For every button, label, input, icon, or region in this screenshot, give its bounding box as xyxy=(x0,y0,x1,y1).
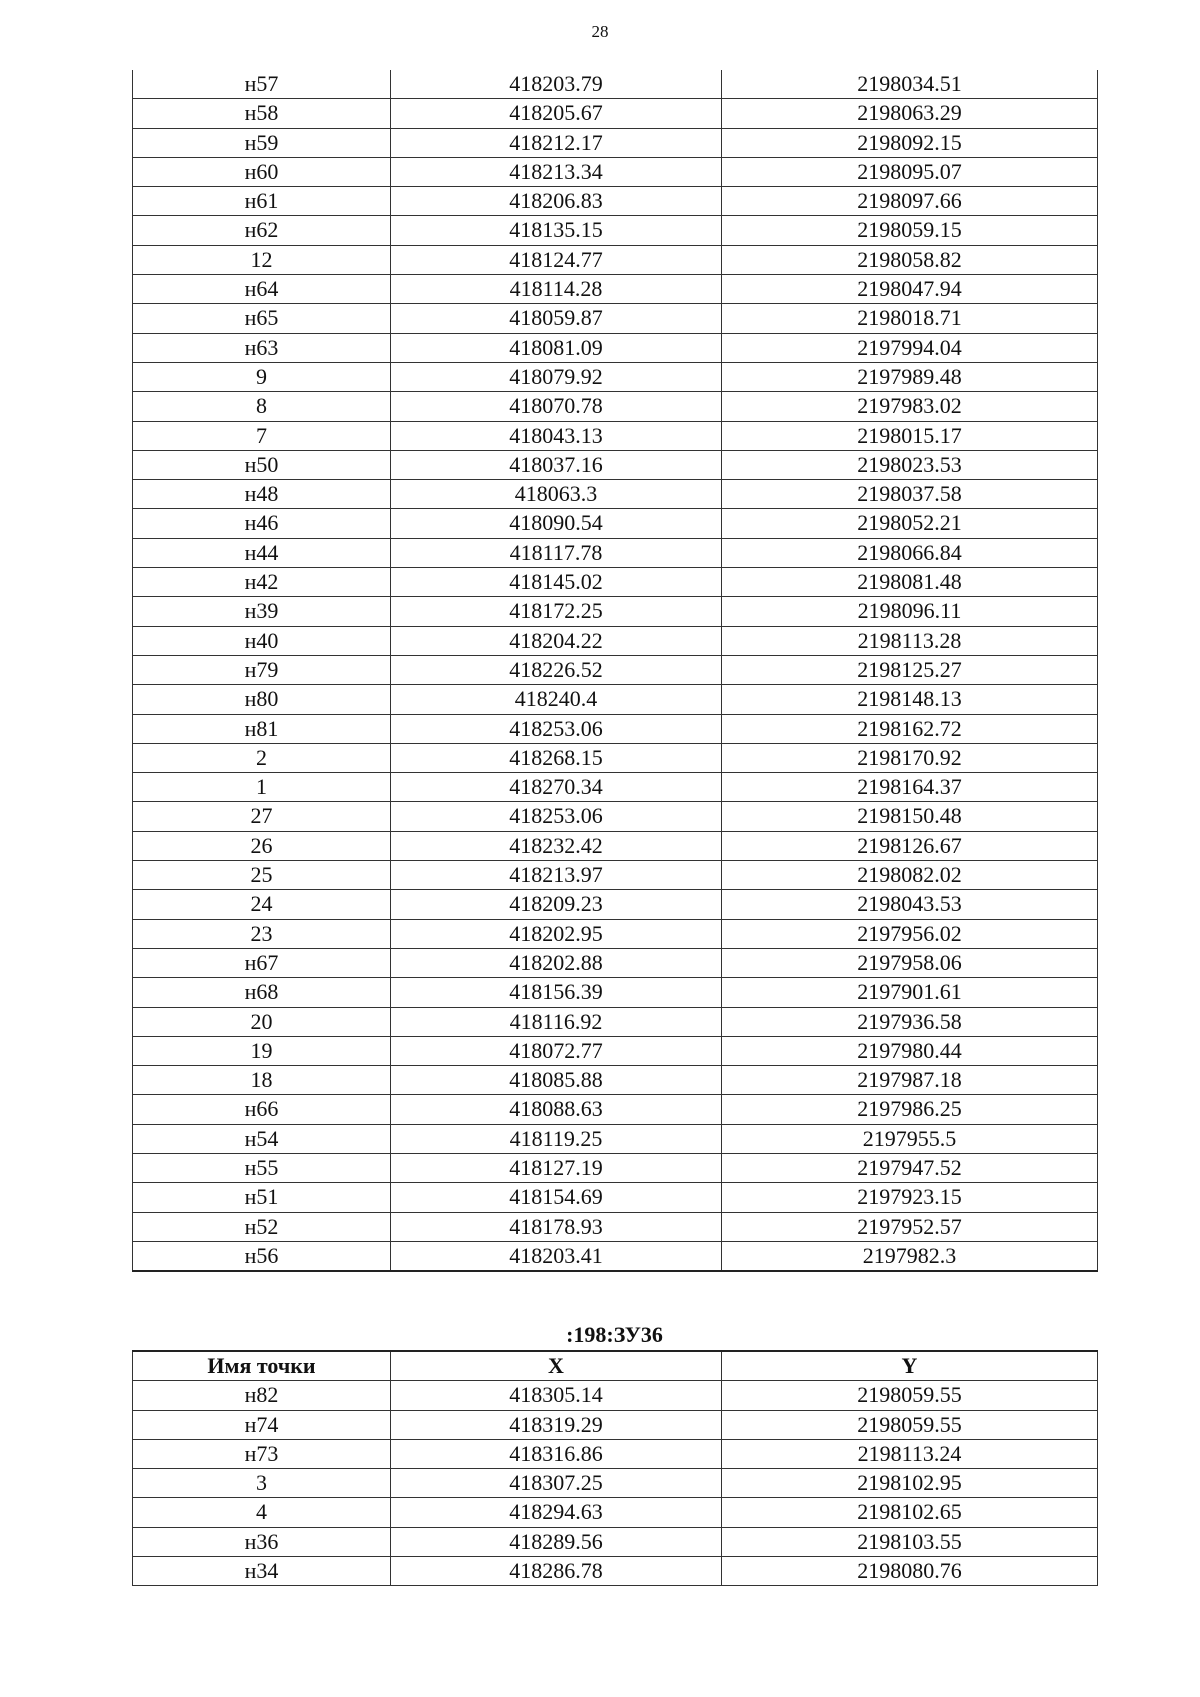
page-number: 28 xyxy=(591,22,609,41)
table-row xyxy=(133,655,1098,684)
x-coordinate-cell: 418135.15 xyxy=(391,216,722,245)
y-coordinate-cell: 2198034.51 xyxy=(722,70,1098,99)
point-name-cell: н82 xyxy=(133,1381,391,1410)
table-row xyxy=(133,509,1098,538)
y-coordinate-cell: 2198059.55 xyxy=(722,1410,1098,1439)
y-coordinate-cell: 2198082.02 xyxy=(722,861,1098,890)
table-row xyxy=(133,1557,1098,1586)
y-coordinate-cell: 2198059.55 xyxy=(722,1381,1098,1410)
point-name-cell: н58 xyxy=(133,99,391,128)
y-coordinate-cell: 2198148.13 xyxy=(722,685,1098,714)
header-point-name: Имя точки xyxy=(133,1351,391,1381)
table-row xyxy=(133,333,1098,362)
table-row xyxy=(133,978,1098,1007)
x-coordinate-cell: 418063.3 xyxy=(391,480,722,509)
coordinates-table-continued xyxy=(132,70,1098,1272)
y-coordinate-cell: 2197955.5 xyxy=(722,1124,1098,1153)
point-name-cell: н73 xyxy=(133,1439,391,1468)
point-name-cell: н54 xyxy=(133,1124,391,1153)
x-coordinate-cell: 418124.77 xyxy=(391,245,722,274)
point-name-cell: н56 xyxy=(133,1241,391,1271)
x-coordinate-cell: 418213.97 xyxy=(391,861,722,890)
y-coordinate-cell: 2198092.15 xyxy=(722,128,1098,157)
x-coordinate-cell: 418090.54 xyxy=(391,509,722,538)
y-coordinate-cell: 2197936.58 xyxy=(722,1007,1098,1036)
y-coordinate-cell: 2197980.44 xyxy=(722,1036,1098,1065)
table-row xyxy=(133,538,1098,567)
table-row xyxy=(133,1183,1098,1212)
point-name-cell: н57 xyxy=(133,70,391,99)
point-name-cell: н63 xyxy=(133,333,391,362)
table-row xyxy=(133,245,1098,274)
x-coordinate-cell: 418206.83 xyxy=(391,187,722,216)
point-name-cell: н61 xyxy=(133,187,391,216)
y-coordinate-cell: 2198066.84 xyxy=(722,538,1098,567)
x-coordinate-cell: 418213.34 xyxy=(391,157,722,186)
x-coordinate-cell: 418316.86 xyxy=(391,1439,722,1468)
x-coordinate-cell: 418270.34 xyxy=(391,773,722,802)
table-row xyxy=(133,714,1098,743)
x-coordinate-cell: 418081.09 xyxy=(391,333,722,362)
y-coordinate-cell: 2198113.24 xyxy=(722,1439,1098,1468)
y-coordinate-cell: 2198113.28 xyxy=(722,626,1098,655)
x-coordinate-cell: 418202.88 xyxy=(391,948,722,977)
table-row xyxy=(133,597,1098,626)
x-coordinate-cell: 418294.63 xyxy=(391,1498,722,1527)
x-coordinate-cell: 418226.52 xyxy=(391,655,722,684)
point-name-cell: н51 xyxy=(133,1183,391,1212)
table-row xyxy=(133,1498,1098,1527)
point-name-cell: 1 xyxy=(133,773,391,802)
y-coordinate-cell: 2197956.02 xyxy=(722,919,1098,948)
x-coordinate-cell: 418209.23 xyxy=(391,890,722,919)
y-coordinate-cell: 2198015.17 xyxy=(722,421,1098,450)
table-row xyxy=(133,99,1098,128)
x-coordinate-cell: 418307.25 xyxy=(391,1469,722,1498)
section-title: :198:ЗУ36 xyxy=(566,1322,663,1347)
point-name-cell: н42 xyxy=(133,568,391,597)
point-name-cell: н67 xyxy=(133,948,391,977)
point-name-cell: 3 xyxy=(133,1469,391,1498)
point-name-cell: н50 xyxy=(133,450,391,479)
table-row xyxy=(133,685,1098,714)
header-y: Y xyxy=(722,1351,1098,1381)
table-row xyxy=(133,1212,1098,1241)
table-row xyxy=(133,362,1098,391)
x-coordinate-cell: 418079.92 xyxy=(391,362,722,391)
point-name-cell: 20 xyxy=(133,1007,391,1036)
table-row xyxy=(133,157,1098,186)
table-row xyxy=(133,480,1098,509)
x-coordinate-cell: 418319.29 xyxy=(391,1410,722,1439)
table-row xyxy=(133,1095,1098,1124)
point-name-cell: 12 xyxy=(133,245,391,274)
y-coordinate-cell: 2198170.92 xyxy=(722,743,1098,772)
table-row xyxy=(133,1241,1098,1271)
point-name-cell: н79 xyxy=(133,655,391,684)
y-coordinate-cell: 2197947.52 xyxy=(722,1153,1098,1182)
x-coordinate-cell: 418059.87 xyxy=(391,304,722,333)
table-row xyxy=(133,70,1098,99)
table-row xyxy=(133,773,1098,802)
table-row xyxy=(133,1153,1098,1182)
y-coordinate-cell: 2198096.11 xyxy=(722,597,1098,626)
point-name-cell: н40 xyxy=(133,626,391,655)
y-coordinate-cell: 2197987.18 xyxy=(722,1066,1098,1095)
table-row xyxy=(133,1410,1098,1439)
y-coordinate-cell: 2197952.57 xyxy=(722,1212,1098,1241)
table-row xyxy=(133,128,1098,157)
table-row xyxy=(133,1527,1098,1556)
y-coordinate-cell: 2198126.67 xyxy=(722,831,1098,860)
x-coordinate-cell: 418203.79 xyxy=(391,70,722,99)
table-row xyxy=(133,1124,1098,1153)
point-name-cell: н81 xyxy=(133,714,391,743)
x-coordinate-cell: 418253.06 xyxy=(391,802,722,831)
point-name-cell: 4 xyxy=(133,1498,391,1527)
x-coordinate-cell: 418117.78 xyxy=(391,538,722,567)
table-row xyxy=(133,450,1098,479)
table-row xyxy=(133,1036,1098,1065)
x-coordinate-cell: 418240.4 xyxy=(391,685,722,714)
y-coordinate-cell: 2198058.82 xyxy=(722,245,1098,274)
table-row xyxy=(133,890,1098,919)
x-coordinate-cell: 418203.41 xyxy=(391,1241,722,1271)
point-name-cell: 23 xyxy=(133,919,391,948)
point-name-cell: 7 xyxy=(133,421,391,450)
y-coordinate-cell: 2198150.48 xyxy=(722,802,1098,831)
table-row xyxy=(133,861,1098,890)
table-row xyxy=(133,802,1098,831)
point-name-cell: н46 xyxy=(133,509,391,538)
x-coordinate-cell: 418072.77 xyxy=(391,1036,722,1065)
x-coordinate-cell: 418178.93 xyxy=(391,1212,722,1241)
table-row xyxy=(133,626,1098,655)
y-coordinate-cell: 2197982.3 xyxy=(722,1241,1098,1271)
point-name-cell: н60 xyxy=(133,157,391,186)
point-name-cell: 8 xyxy=(133,392,391,421)
point-name-cell: н80 xyxy=(133,685,391,714)
point-name-cell: н68 xyxy=(133,978,391,1007)
table-row xyxy=(133,187,1098,216)
coordinates-table-body xyxy=(133,1381,1098,1586)
table-row xyxy=(133,948,1098,977)
y-coordinate-cell: 2198018.71 xyxy=(722,304,1098,333)
point-name-cell: н66 xyxy=(133,1095,391,1124)
y-coordinate-cell: 2198102.95 xyxy=(722,1469,1098,1498)
x-coordinate-cell: 418085.88 xyxy=(391,1066,722,1095)
y-coordinate-cell: 2197923.15 xyxy=(722,1183,1098,1212)
y-coordinate-cell: 2198164.37 xyxy=(722,773,1098,802)
y-coordinate-cell: 2198059.15 xyxy=(722,216,1098,245)
point-name-cell: н64 xyxy=(133,275,391,304)
y-coordinate-cell: 2198047.94 xyxy=(722,275,1098,304)
y-coordinate-cell: 2197958.06 xyxy=(722,948,1098,977)
x-coordinate-cell: 418037.16 xyxy=(391,450,722,479)
point-name-cell: н62 xyxy=(133,216,391,245)
x-coordinate-cell: 418154.69 xyxy=(391,1183,722,1212)
point-name-cell: н52 xyxy=(133,1212,391,1241)
x-coordinate-cell: 418172.25 xyxy=(391,597,722,626)
point-name-cell: 19 xyxy=(133,1036,391,1065)
y-coordinate-cell: 2197989.48 xyxy=(722,362,1098,391)
x-coordinate-cell: 418232.42 xyxy=(391,831,722,860)
point-name-cell: 24 xyxy=(133,890,391,919)
table-row xyxy=(133,743,1098,772)
x-coordinate-cell: 418088.63 xyxy=(391,1095,722,1124)
y-coordinate-cell: 2198097.66 xyxy=(722,187,1098,216)
x-coordinate-cell: 418127.19 xyxy=(391,1153,722,1182)
point-name-cell: 2 xyxy=(133,743,391,772)
point-name-cell: н59 xyxy=(133,128,391,157)
point-name-cell: 27 xyxy=(133,802,391,831)
y-coordinate-cell: 2197986.25 xyxy=(722,1095,1098,1124)
point-name-cell: н65 xyxy=(133,304,391,333)
coordinates-table-body xyxy=(133,70,1098,1271)
table-header-row xyxy=(133,1351,1098,1381)
y-coordinate-cell: 2198103.55 xyxy=(722,1527,1098,1556)
x-coordinate-cell: 418305.14 xyxy=(391,1381,722,1410)
y-coordinate-cell: 2198052.21 xyxy=(722,509,1098,538)
y-coordinate-cell: 2198095.07 xyxy=(722,157,1098,186)
x-coordinate-cell: 418116.92 xyxy=(391,1007,722,1036)
point-name-cell: 26 xyxy=(133,831,391,860)
table-row xyxy=(133,1066,1098,1095)
coordinates-table-zu36 xyxy=(132,1350,1098,1586)
x-coordinate-cell: 418070.78 xyxy=(391,392,722,421)
x-coordinate-cell: 418212.17 xyxy=(391,128,722,157)
table-row xyxy=(133,919,1098,948)
x-coordinate-cell: 418145.02 xyxy=(391,568,722,597)
x-coordinate-cell: 418043.13 xyxy=(391,421,722,450)
point-name-cell: н55 xyxy=(133,1153,391,1182)
table-row xyxy=(133,304,1098,333)
point-name-cell: н74 xyxy=(133,1410,391,1439)
point-name-cell: н39 xyxy=(133,597,391,626)
table-row xyxy=(133,421,1098,450)
table-row xyxy=(133,1007,1098,1036)
x-coordinate-cell: 418114.28 xyxy=(391,275,722,304)
y-coordinate-cell: 2198102.65 xyxy=(722,1498,1098,1527)
y-coordinate-cell: 2198063.29 xyxy=(722,99,1098,128)
y-coordinate-cell: 2198043.53 xyxy=(722,890,1098,919)
y-coordinate-cell: 2198081.48 xyxy=(722,568,1098,597)
x-coordinate-cell: 418204.22 xyxy=(391,626,722,655)
table-row xyxy=(133,1439,1098,1468)
table-row xyxy=(133,216,1098,245)
y-coordinate-cell: 2198080.76 xyxy=(722,1557,1098,1586)
point-name-cell: 25 xyxy=(133,861,391,890)
table-row xyxy=(133,831,1098,860)
y-coordinate-cell: 2197983.02 xyxy=(722,392,1098,421)
table-row xyxy=(133,568,1098,597)
point-name-cell: 9 xyxy=(133,362,391,391)
table-row xyxy=(133,1381,1098,1410)
y-coordinate-cell: 2198125.27 xyxy=(722,655,1098,684)
y-coordinate-cell: 2198162.72 xyxy=(722,714,1098,743)
x-coordinate-cell: 418156.39 xyxy=(391,978,722,1007)
table-row xyxy=(133,392,1098,421)
header-x: X xyxy=(391,1351,722,1381)
point-name-cell: н36 xyxy=(133,1527,391,1556)
x-coordinate-cell: 418202.95 xyxy=(391,919,722,948)
point-name-cell: н34 xyxy=(133,1557,391,1586)
x-coordinate-cell: 418289.56 xyxy=(391,1527,722,1556)
point-name-cell: 18 xyxy=(133,1066,391,1095)
y-coordinate-cell: 2197901.61 xyxy=(722,978,1098,1007)
table-row xyxy=(133,275,1098,304)
y-coordinate-cell: 2197994.04 xyxy=(722,333,1098,362)
table-row xyxy=(133,1469,1098,1498)
x-coordinate-cell: 418286.78 xyxy=(391,1557,722,1586)
y-coordinate-cell: 2198023.53 xyxy=(722,450,1098,479)
point-name-cell: н44 xyxy=(133,538,391,567)
y-coordinate-cell: 2198037.58 xyxy=(722,480,1098,509)
x-coordinate-cell: 418268.15 xyxy=(391,743,722,772)
x-coordinate-cell: 418205.67 xyxy=(391,99,722,128)
point-name-cell: н48 xyxy=(133,480,391,509)
x-coordinate-cell: 418119.25 xyxy=(391,1124,722,1153)
x-coordinate-cell: 418253.06 xyxy=(391,714,722,743)
